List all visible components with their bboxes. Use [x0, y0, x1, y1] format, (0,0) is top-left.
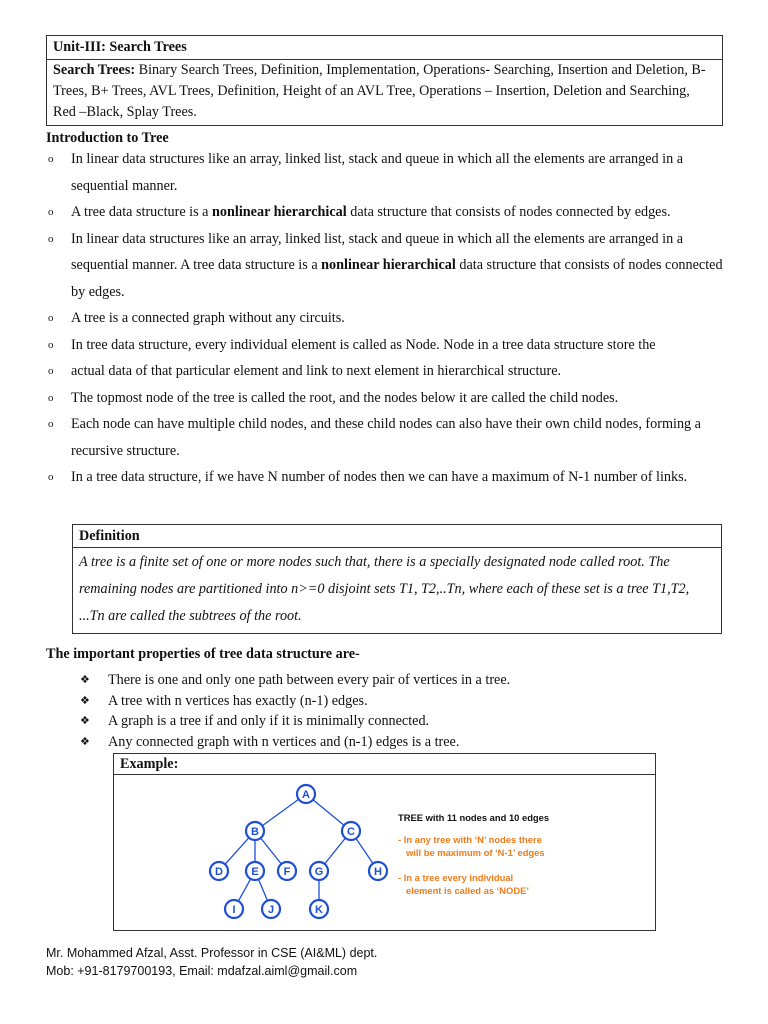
example-box — [113, 753, 656, 931]
bullet-marker: o — [48, 312, 54, 324]
diamond-bullet-icon: ❖ — [80, 673, 90, 686]
diamond-bullet-icon: ❖ — [80, 734, 90, 748]
intro-bullet — [46, 411, 736, 464]
tree-edges — [225, 799, 373, 901]
bullet-text: data structure that consists of nodes connected by edges. — [346, 204, 671, 220]
tree-node-label: H — [374, 866, 382, 878]
footer — [46, 944, 377, 980]
tree-edge-b-d — [225, 838, 249, 865]
footer-author: Mr. Mohammed Afzal, Asst. Professor in CSE (AI&ML) dept. — [46, 946, 378, 960]
property-item — [80, 732, 510, 753]
tree-node-label: I — [232, 904, 236, 916]
tree-node-j — [262, 900, 280, 918]
tree-info-point2-line2: element is called as ‘NODE’ — [406, 885, 529, 896]
bullet-marker: o — [48, 365, 54, 377]
diamond-bullet-icon: ❖ — [80, 714, 90, 727]
tree-info-point2-line1: - In a tree every individual — [398, 872, 514, 883]
tree-edge-b-f — [261, 838, 282, 864]
property-item — [80, 711, 510, 732]
bullet-text: actual data of that particular element and link to next element in hierarchical structure. — [71, 363, 562, 379]
intro-heading: Introduction to Tree — [46, 130, 169, 146]
definition-box — [72, 524, 722, 634]
tree-node-label: K — [315, 904, 323, 916]
definition-text: A tree is a finite set of one or more nodes such that, there is a specially designated node called root. The remaining nodes are partitioned into n>=0 disjoint sets T1, T2,..Tn, where each of these set is a tree T1,T2, ...Tn are called the subtrees of the root. — [79, 554, 690, 624]
tree-node-b — [246, 822, 264, 840]
bullet-marker: o — [48, 391, 54, 404]
bullet-text: A tree is a connected graph without any circuits. — [71, 310, 345, 326]
tree-node-f — [278, 862, 296, 880]
tree-node-label: F — [283, 866, 291, 878]
footer-contact: Mob: +91-8179700193, Email: mdafzal.aiml@gmail.com — [46, 964, 358, 978]
bullet-marker: o — [48, 338, 54, 351]
bullet-marker: o — [48, 418, 54, 430]
tree-info-point1-line1: - In any tree with ‘N’ nodes there — [398, 834, 542, 845]
bullet-text: In linear data structures like an array, linked list, stack and queue in which all the elements are arranged in a sequential manner. A tree data structure is a — [71, 230, 684, 273]
tree-node-h — [369, 862, 387, 880]
tree-node-g — [310, 862, 328, 880]
property-text: A graph is a tree if and only if it is minimally connected. — [108, 713, 430, 729]
intro-bullet — [46, 226, 736, 306]
tree-node-label: D — [215, 866, 223, 878]
intro-bullet — [46, 332, 736, 359]
intro-bullet — [46, 199, 736, 226]
tree-edge-c-h — [356, 838, 373, 863]
tree-node-label: C — [347, 826, 355, 838]
tree-info-title: TREE with 11 nodes and 10 edges — [398, 812, 550, 823]
bullet-text: In linear data structures like an array, linked list, stack and queue in which all the elements are arranged in a sequential manner. — [71, 151, 684, 194]
unit-title: Unit-III: Search Trees — [47, 36, 722, 60]
intro-bullet — [46, 305, 736, 332]
bullet-text: Each node can have multiple child nodes, and these child nodes can also have their own child nodes, forming a recursive structure. — [71, 416, 701, 459]
unit-syllabus-box — [46, 35, 723, 126]
definition-title: Definition — [73, 525, 721, 548]
bullet-text: data structure that consists of nodes connected by edges. — [71, 257, 723, 300]
bullet-text: A tree data structure is a — [71, 204, 213, 220]
intro-bullet-list — [46, 146, 736, 491]
bullet-marker: o — [48, 153, 54, 165]
tree-edge-e-j — [258, 879, 267, 900]
tree-node-label: J — [267, 904, 275, 916]
tree-node-label: B — [251, 826, 259, 838]
bullet-marker: o — [48, 471, 54, 483]
bullet-bold-text: nonlinear hierarchical — [321, 257, 456, 273]
topics-label: Search Trees: — [53, 62, 136, 78]
tree-node-label: E — [251, 866, 259, 878]
bullet-text: In tree data structure, every individual element is called as Node. Node in a tree data structure store the — [71, 336, 656, 353]
bullet-marker: o — [48, 232, 54, 245]
property-text: Any connected graph with n vertices and (n-1) edges is a tree. — [108, 733, 460, 750]
properties-heading: The important properties of tree data structure are- — [46, 646, 360, 662]
example-title: Example: — [114, 754, 655, 775]
intro-bullet — [46, 358, 736, 385]
bullet-text: In a tree data structure, if we have N number of nodes then we can have a maximum of N-1 number of links. — [71, 469, 688, 485]
tree-edge-a-c — [313, 800, 344, 826]
tree-node-e — [246, 862, 264, 880]
unit-topics — [47, 60, 722, 125]
tree-node-i — [225, 900, 243, 918]
property-item — [80, 691, 510, 712]
tree-edge-a-b — [262, 799, 298, 825]
properties-list — [80, 670, 510, 752]
tree-node-d — [210, 862, 228, 880]
tree-node-label: G — [314, 866, 324, 878]
intro-bullet — [46, 146, 736, 199]
property-text: There is one and only one path between every pair of vertices in a tree. — [108, 672, 511, 688]
bullet-bold-text: nonlinear hierarchical — [212, 204, 347, 220]
tree-node-k — [310, 900, 328, 918]
tree-diagram — [114, 775, 655, 930]
tree-edge-c-g — [325, 838, 346, 864]
property-text: A tree with n vertices has exactly (n-1) edges. — [108, 692, 368, 709]
diamond-bullet-icon: ❖ — [80, 693, 90, 707]
bullet-marker: o — [48, 206, 54, 218]
tree-edge-e-i — [238, 879, 250, 901]
tree-node-a — [297, 785, 315, 803]
tree-node-c — [342, 822, 360, 840]
intro-bullet — [46, 385, 736, 412]
bullet-text: The topmost node of the tree is called the root, and the nodes below it are called the child nodes. — [71, 389, 619, 406]
intro-bullet — [46, 464, 736, 491]
tree-node-label: A — [302, 789, 310, 801]
topics-text: Binary Search Trees, Definition, Implementation, Operations- Searching, Insertion and Deletion, B- Trees, B+ Trees, AVL Trees, Definition, Height of an AVL Tree, Operations – Insertion, Deletion and Searching, Red –Black, Splay Trees. — [53, 62, 706, 120]
property-item — [80, 670, 510, 691]
tree-info-point1-line2: will be maximum of ‘N-1’ edges — [406, 847, 545, 858]
